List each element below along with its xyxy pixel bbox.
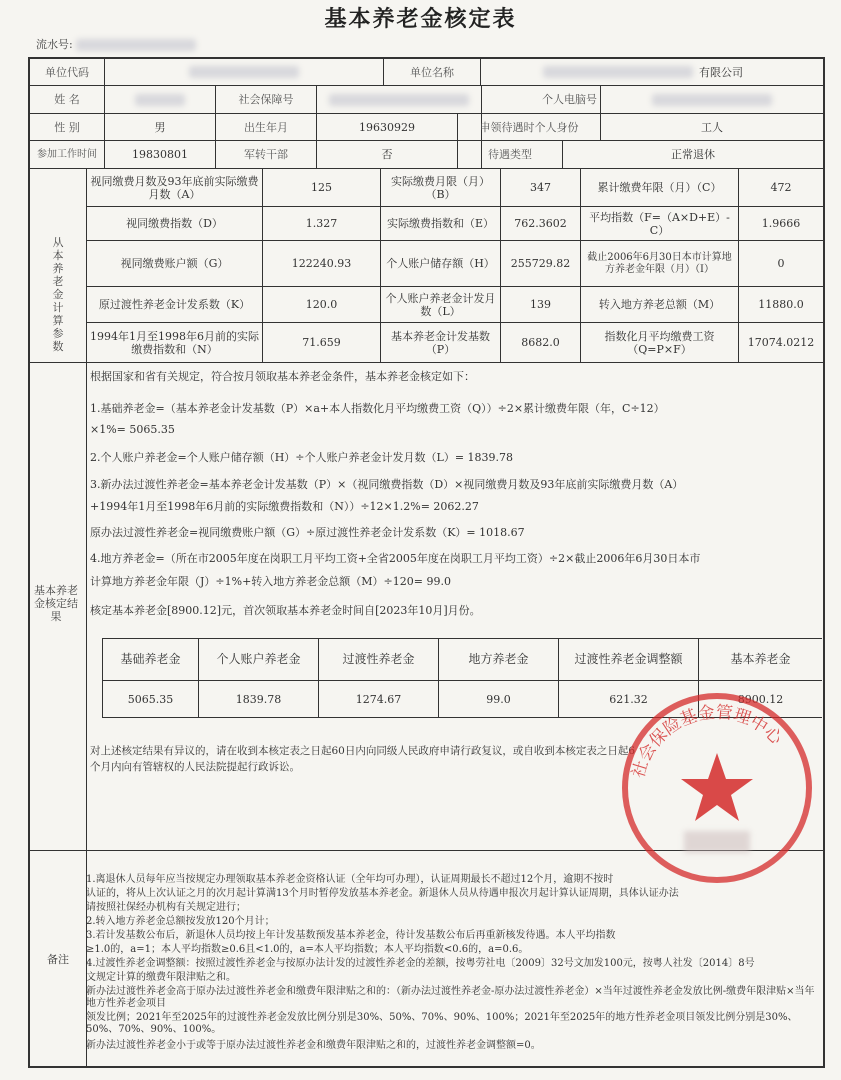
result-line: 4.地方养老金=（所在市2005年度在岗职工月平均工资+全省2005年度在岗职工月平均工资）÷2×截止2006年6月30日本市 xyxy=(90,552,701,565)
ssn-value xyxy=(317,86,481,113)
serial-number xyxy=(36,36,196,52)
param-value: 120.0 xyxy=(305,298,338,311)
treatment-type-label: 待遇类型 xyxy=(488,148,532,161)
notes-line: 新办法过渡性养老金高于原办法过渡性养老金和缴费年限津贴之和的：（新办法过渡性养老金-原办法过渡性养老金）×当年过渡性养老金发放比例-缴费年限津贴×当年地方性养老金项目 xyxy=(86,986,815,1010)
unit-code-label: 单位代码 xyxy=(45,65,89,79)
summary-value: 99.0 xyxy=(486,692,511,706)
unit-name-suffix: 有限公司 xyxy=(699,65,743,79)
result-line: 3.新办法过渡性养老金=基本养老金计发基数（P）×（视同缴费指数（D）×视同缴费月数及93年底前实际缴费月数（A） xyxy=(90,478,684,491)
param-value: 71.659 xyxy=(302,336,341,349)
treatment-type-value: 正常退休 xyxy=(671,148,715,161)
param-label: 转入地方养老总额（M） xyxy=(598,298,721,311)
result-section-label: 基本养老金核定结果 xyxy=(34,584,78,623)
summary-header: 基础养老金 xyxy=(120,652,181,666)
summary-value: 8900.12 xyxy=(737,692,784,706)
notes-line: 请按照社保经办机构有关规定进行； xyxy=(86,902,246,913)
result-line: 原办法过渡性养老金=视同缴费账户额（G）÷原过渡性养老金计发系数（K）= 1018.67 xyxy=(90,526,525,539)
summary-header: 地方养老金 xyxy=(468,652,529,666)
work-start-value: 19830801 xyxy=(132,148,188,161)
identity-label: 申领待遇时个人身份 xyxy=(479,120,579,134)
redacted-name xyxy=(135,94,185,106)
notes-line: 4.过渡性养老金调整额：按照过渡性养老金与按原办法计发的过渡性养老金的差额，按粤劳社电〔2009〕32号文加发100元，按粤人社发〔2014〕8号 xyxy=(86,958,755,969)
param-value: 472 xyxy=(770,181,792,194)
unit-name-value xyxy=(481,59,823,85)
result-line: 计算地方养老金年限（J）÷1%+转入地方养老金总额（M）÷120= 99.0 xyxy=(90,575,451,588)
summary-header: 过渡性养老金 xyxy=(342,652,415,666)
military-transfer-value: 否 xyxy=(381,148,393,161)
notes-line: 认证的，将从上次认证之月的次月起计算满13个月时暂停发放基本养老金。新退休人员从待遇申报次月起计算认证周期，具体认证办法 xyxy=(86,888,679,899)
notes-line: 新办法过渡性养老金小于或等于原办法过渡性养老金和缴费年限津贴之和的，过渡性养老金调整额=0。 xyxy=(86,1040,541,1051)
summary-header: 个人账户养老金 xyxy=(216,652,301,666)
param-value: 1.327 xyxy=(305,217,338,230)
params-section-label: 从本养老金计算参数 xyxy=(52,236,64,353)
param-label: 个人账户储存额（H） xyxy=(386,257,495,270)
summary-header: 过渡性养老金调整额 xyxy=(574,652,683,666)
notes-line: 2.转入地方养老金总额按发放120个月计； xyxy=(86,916,275,927)
redacted-unit-name xyxy=(543,66,693,78)
identity-value: 工人 xyxy=(701,120,723,134)
appeal-line: 个月内向有管辖权的人民法院提起行政诉讼。 xyxy=(90,761,300,773)
param-value: 762.3602 xyxy=(514,217,567,230)
notes-label: 备注 xyxy=(47,952,69,966)
result-line: ×1%= 5065.35 xyxy=(90,423,175,436)
notes-line: 1.离退休人员每年应当按规定办理领取基本养老金资格认证（全年均可办理），认证周期最长不超过12个月，逾期不按时 xyxy=(86,874,614,885)
ssn-label: 社会保障号 xyxy=(238,93,294,106)
param-value: 8682.0 xyxy=(521,336,560,349)
notes-line: ≥1.0的，a=1；本人平均指数≥0.6且<1.0的，a=本人平均指数；本人平均指数<0.6的，a=0.6。 xyxy=(86,944,529,955)
gender-value: 男 xyxy=(154,120,166,134)
param-value: 255729.82 xyxy=(510,257,571,270)
param-label: 指数化月平均缴费工资（Q=P×F） xyxy=(604,329,715,356)
redacted-ssn xyxy=(329,94,469,106)
seal-text: 社会保险基金管理中心 xyxy=(628,702,787,781)
seal-star xyxy=(681,753,753,821)
param-value: 0 xyxy=(777,257,785,270)
param-value: 17074.0212 xyxy=(747,336,815,349)
param-label: 原过渡性养老金计发系数（K） xyxy=(98,298,251,311)
phone-label: 个人电脑号 xyxy=(542,93,597,106)
gender-label: 性 别 xyxy=(54,120,80,134)
param-label: 累计缴费年限（月）（C） xyxy=(597,181,722,194)
summary-header: 基本养老金 xyxy=(730,652,791,666)
table-border xyxy=(823,57,825,1068)
result-line: 核定基本养老金[8900.12]元，首次领取基本养老金时间自[2023年10月]月份。 xyxy=(90,604,481,617)
name-label: 姓 名 xyxy=(54,93,80,106)
param-value: 139 xyxy=(530,298,551,311)
unit-name-label: 单位名称 xyxy=(410,65,454,79)
redacted-unit-code xyxy=(189,66,299,78)
unit-code-value xyxy=(105,59,383,85)
param-label: 视同缴费账户额（G） xyxy=(120,257,229,270)
param-label: 1994年1月至1998年6月前的实际缴费指数和（N） xyxy=(90,329,259,356)
param-value: 11880.0 xyxy=(758,298,804,311)
summary-value: 1274.67 xyxy=(355,692,402,706)
param-label: 个人账户养老金计发月数（L） xyxy=(385,291,496,318)
summary-value: 1839.78 xyxy=(235,692,282,706)
result-line: 2.个人账户养老金=个人账户储存额（H）÷个人账户养老金计发月数（L）= 1839.78 xyxy=(90,451,514,464)
military-transfer-label: 军转干部 xyxy=(244,148,288,161)
param-label: 实际缴费月限（月）（B） xyxy=(391,174,490,201)
summary-border xyxy=(102,717,822,718)
param-label: 实际缴费指数和（E） xyxy=(386,217,495,230)
section-divider xyxy=(28,362,825,363)
phone-value xyxy=(601,86,823,113)
param-value: 347 xyxy=(530,181,551,194)
birth-label: 出生年月 xyxy=(244,120,288,134)
appeal-line: 对上述核定结果有异议的，请在收到本核定表之日起60日内向同级人民政府申请行政复议，或自收到本核定表之日起6 xyxy=(90,745,636,757)
param-value: 1.9666 xyxy=(761,217,801,230)
param-label: 截止2006年6月30日本市计算地方养老金年限（月）（I） xyxy=(587,251,732,275)
param-label: 视同缴费指数（D） xyxy=(126,217,223,230)
param-label: 基本养老金计发基数（P） xyxy=(391,329,490,356)
summary-value: 5065.35 xyxy=(127,692,174,706)
param-value: 125 xyxy=(311,181,332,194)
param-label: 平均指数（F=（A×D+E）-C） xyxy=(589,210,730,237)
redacted-phone xyxy=(652,94,772,106)
notes-line: 3.若计发基数公布后，新退休人员均按上年计发基数预发基本养老金，待计发基数公布后再重新核发待遇。本人平均指数 xyxy=(86,930,616,941)
notes-line: 文规定计算的缴费年限津贴之和。 xyxy=(86,972,236,983)
serial-number-label: 流水号: xyxy=(36,38,73,51)
result-line: +1994年1月至1998年6月前的实际缴费指数和（N））÷12×1.2%= 2062.27 xyxy=(90,500,479,513)
section-divider xyxy=(28,850,825,851)
param-value: 122240.93 xyxy=(291,257,352,270)
param-label: 视同缴费月数及93年底前实际缴费月数（A） xyxy=(90,174,259,201)
name-value xyxy=(105,86,215,113)
work-start-label: 参加工作时间 xyxy=(37,149,97,160)
summary-value: 621.32 xyxy=(609,692,648,706)
document-title: 基本养老金核定表 xyxy=(324,6,517,32)
seal-ring xyxy=(625,696,809,880)
result-line: 根据国家和省有关规定，符合按月领取基本养老金条件，基本养老金核定如下： xyxy=(90,370,475,383)
notes-line: 领发比例；2021年至2025年的过渡性养老金发放比例分别是30%、50%、70%、90%、100%；2021年至2025年的地方性养老金项目领发比例分别是30%、50%、70%、90%、100%。 xyxy=(86,1012,798,1036)
birth-value: 19630929 xyxy=(359,120,415,134)
redacted-serial xyxy=(76,39,196,51)
result-line: 1.基础养老金=（基本养老金计发基数（P）×a+本人指数化月平均缴费工资（Q））÷2×累计缴费年限（年，C÷12） xyxy=(90,402,665,415)
table-border xyxy=(28,1066,825,1068)
